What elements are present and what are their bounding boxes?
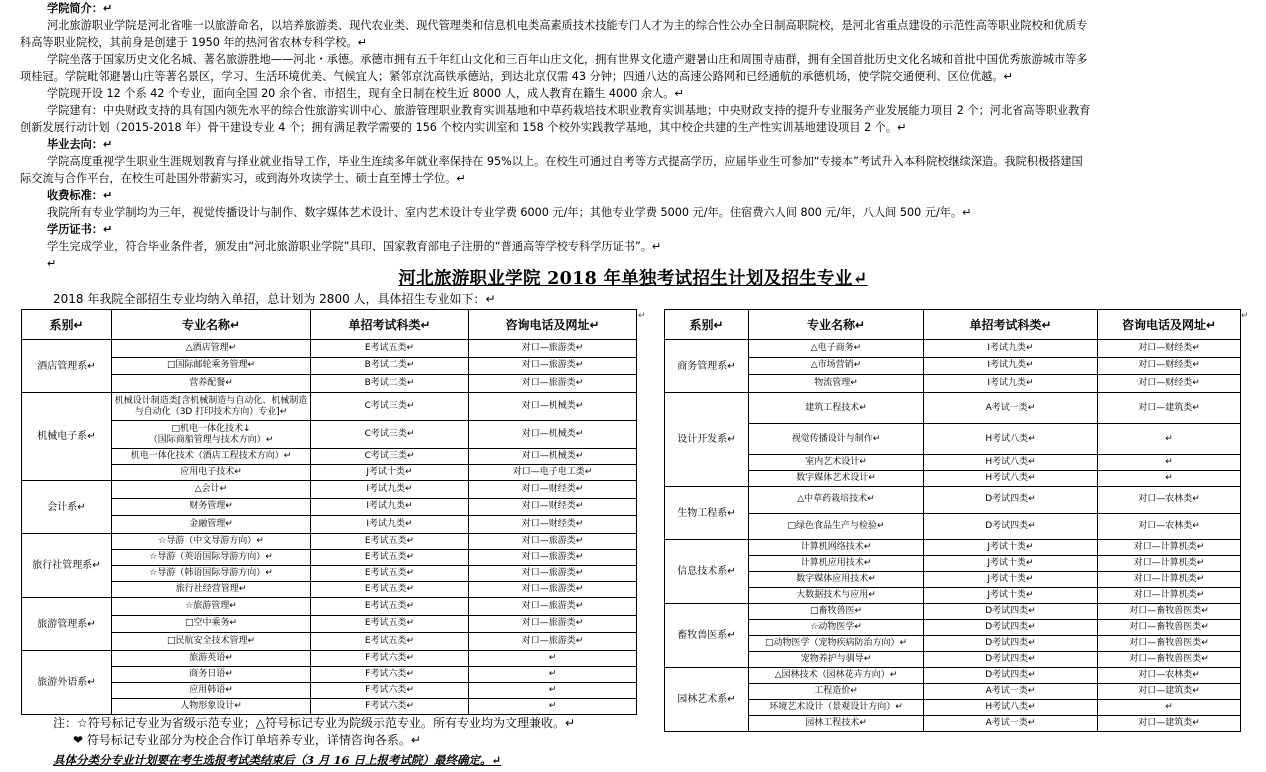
intro-section [20, 0, 1246, 272]
vocational-category-cell: ↵ [469, 651, 637, 667]
exam-category-cell: J考试十类↵ [311, 465, 469, 481]
vocational-category-cell: 对口—旅游类↵ [469, 375, 637, 393]
exam-category-cell: I考试九类↵ [924, 340, 1098, 358]
major-cell: 宠物养护与驯导↵ [749, 652, 924, 668]
major-cell: △市场营销↵ [749, 357, 924, 375]
header-exam-category: 单招考试科类↵ [311, 310, 469, 340]
major-cell: 人物形象设计↵ [112, 699, 311, 715]
department-cell: 生物工程系↵ [665, 487, 749, 540]
major-cell: 工程造价↵ [749, 684, 924, 700]
major-cell: 园林工程技术↵ [749, 716, 924, 732]
major-cell: △中草药栽培技术↵ [749, 487, 924, 514]
intro-paragraph: 我院所有专业学制均为三年，视觉传播设计与制作、数字媒体艺术设计、室内艺术设计专业学费 6000 元/年；其他专业学费 5000 元/年。住宿费六人间 800 元/年，八人间 500 元/年。↵ [47, 206, 972, 219]
vocational-category-cell: 对口—旅游类↵ [469, 566, 637, 582]
major-cell: 机械设计制造类[含机械制造与自动化、机械制造与自动化（3D 打印技术方向）专业]↵ [112, 393, 311, 421]
vocational-category-cell: 对口—旅游类↵ [469, 615, 637, 633]
vocational-category-cell: 对口—机械类↵ [469, 393, 637, 421]
major-cell: 环境艺术设计（景观设计方向）↵ [749, 700, 924, 716]
section-heading: 收费标准：↵ [47, 189, 113, 202]
table-row [665, 620, 1241, 636]
department-cell: 酒店管理系↵ [22, 340, 112, 393]
table-row [665, 357, 1241, 375]
header-exam-category: 单招考试科类↵ [924, 310, 1098, 340]
table-row [665, 684, 1241, 700]
table-row [665, 340, 1241, 358]
table-row [665, 455, 1241, 471]
section-heading: 学历证书：↵ [47, 223, 113, 236]
vocational-category-cell: 对口—计算机类↵ [1098, 540, 1241, 556]
major-cell: 财务管理↵ [112, 498, 311, 516]
exam-category-cell: D考试四类↵ [924, 652, 1098, 668]
exam-category-cell: E考试五类↵ [311, 615, 469, 633]
exam-category-cell: A考试一类↵ [924, 393, 1098, 424]
exam-category-cell: D考试四类↵ [924, 513, 1098, 540]
exam-category-cell: J考试十类↵ [924, 588, 1098, 604]
intro-paragraph: 际交流与合作平台，在校生可赴国外带薪实习，或到海外攻读学士、硕士直至博士学位。↵ [20, 172, 466, 185]
major-cell: 数字媒体艺术设计↵ [749, 471, 924, 487]
intro-paragraph: 学院坐落于国家历史文化名城、著名旅游胜地——河北・承德。承德市拥有五千年红山文化和三百年山庄文化，拥有世界文化遗产避暑山庄和周围寺庙群，拥有全国首批历史文化名城和首批中国优秀旅游城市等多 [47, 53, 1088, 66]
vocational-category-cell: ↵ [1098, 700, 1241, 716]
major-cell: 商务日语↵ [112, 667, 311, 683]
major-cell: ☆导游（英语国际导游方向）↵ [112, 550, 311, 566]
vocational-category-cell: 对口—计算机类↵ [1098, 556, 1241, 572]
vocational-category-cell: 对口—畜牧兽医类↵ [1098, 604, 1241, 620]
table-row [665, 636, 1241, 652]
exam-category-cell: E考试五类↵ [311, 598, 469, 616]
exam-category-cell: F考试六类↵ [311, 683, 469, 699]
major-cell: 数字媒体应用技术↵ [749, 572, 924, 588]
exam-category-cell: H考试八类↵ [924, 424, 1098, 455]
major-cell: 旅行社经营管理↵ [112, 582, 311, 598]
vocational-category-cell: 对口—机械类↵ [469, 449, 637, 465]
vocational-category-cell: 对口—农林类↵ [1098, 513, 1241, 540]
vocational-category-cell: 对口—电子电工类↵ [469, 465, 637, 481]
major-cell: ☆旅游管理↵ [112, 598, 311, 616]
department-cell: 旅游管理系↵ [22, 598, 112, 651]
major-cell: □绿色食品生产与检验↵ [749, 513, 924, 540]
vocational-category-cell: 对口—财经类↵ [469, 481, 637, 499]
department-cell: 机械电子系↵ [22, 393, 112, 481]
note-line: 注：☆符号标记专业为省级示范专业；△符号标记专业为院级示范专业。所有专业均为文理兼收。↵ [53, 716, 576, 730]
vocational-category-cell: 对口—旅游类↵ [469, 550, 637, 566]
notes [53, 715, 575, 749]
major-cell: □动物医学（宠物疾病防治方向）↵ [749, 636, 924, 652]
intro-paragraph: 科高等职业院校，其前身是创建于 1950 年的热河省农林专科学校。↵ [20, 36, 368, 49]
header-department: 系别↵ [665, 310, 749, 340]
table-row [22, 421, 637, 449]
vocational-category-cell: ↵ [469, 683, 637, 699]
table-row [665, 652, 1241, 668]
vocational-category-cell: ↵ [469, 667, 637, 683]
table-row [22, 481, 637, 499]
table-row [665, 540, 1241, 556]
vocational-category-cell: 对口—财经类↵ [469, 516, 637, 534]
major-cell: ☆导游（中文导游方向）↵ [112, 534, 311, 550]
vocational-category-cell: ↵ [469, 699, 637, 715]
exam-category-cell: A考试一类↵ [924, 716, 1098, 732]
vocational-category-cell: 对口—畜牧兽医类↵ [1098, 636, 1241, 652]
major-cell: ☆导游（韩语国际导游方向）↵ [112, 566, 311, 582]
vocational-category-cell: 对口—畜牧兽医类↵ [1098, 652, 1241, 668]
department-cell: 设计开发系↵ [665, 393, 749, 487]
major-cell: □国际邮轮乘务管理↵ [112, 357, 311, 375]
intro-paragraph: 创新发展行动计划（2015-2018 年）骨干建设专业 4 个；拥有满足教学需要的 156 个校内实训室和 158 个校外实践教学基地，其中校企共建的生产性实训基地建设项目 2 个。↵ [20, 121, 907, 134]
exam-category-cell: E考试五类↵ [311, 633, 469, 651]
vocational-category-cell: 对口—财经类↵ [1098, 340, 1241, 358]
table-row [22, 566, 637, 582]
exam-category-cell: J考试十类↵ [924, 540, 1098, 556]
exam-category-cell: C考试三类↵ [311, 449, 469, 465]
vocational-category-cell: ↵ [1098, 471, 1241, 487]
table-row [665, 716, 1241, 732]
table-row [22, 633, 637, 651]
major-cell: ☆动物医学↵ [749, 620, 924, 636]
vocational-category-cell: ↵ [1098, 424, 1241, 455]
table-row [665, 556, 1241, 572]
major-cell: 营养配餐↵ [112, 375, 311, 393]
table-row [22, 534, 637, 550]
exam-category-cell: F考试六类↵ [311, 651, 469, 667]
vocational-category-cell: 对口—建筑类↵ [1098, 684, 1241, 700]
exam-category-cell: C考试三类↵ [311, 421, 469, 449]
exam-category-cell: I考试九类↵ [924, 357, 1098, 375]
table-row [22, 340, 637, 358]
table-row [22, 598, 637, 616]
major-cell: □空中乘务↵ [112, 615, 311, 633]
right-admissions-table [664, 309, 1241, 732]
vocational-category-cell: 对口—计算机类↵ [1098, 588, 1241, 604]
table-row [22, 683, 637, 699]
vocational-category-cell: 对口—财经类↵ [1098, 357, 1241, 375]
table-row [665, 393, 1241, 424]
major-cell: 物流管理↵ [749, 375, 924, 393]
exam-category-cell: H考试八类↵ [924, 471, 1098, 487]
table-row [22, 699, 637, 715]
intro-paragraph: 学生完成学业，符合毕业条件者，颁发由“河北旅游职业学院”具印、国家教育部电子注册的“普通高等学校专科学历证书”。↵ [47, 240, 662, 253]
table-row [22, 498, 637, 516]
major-cell: 室内艺术设计↵ [749, 455, 924, 471]
major-cell: □民航安全技术管理↵ [112, 633, 311, 651]
exam-category-cell: I考试九类↵ [924, 375, 1098, 393]
exam-category-cell: J考试十类↵ [924, 556, 1098, 572]
table-row [22, 357, 637, 375]
vocational-category-cell: 对口—旅游类↵ [469, 598, 637, 616]
exam-category-cell: B考试二类↵ [311, 357, 469, 375]
major-cell: 机电一体化技术（酒店工程技术方向）↵ [112, 449, 311, 465]
exam-category-cell: J考试十类↵ [924, 572, 1098, 588]
department-cell: 商务管理系↵ [665, 340, 749, 393]
header-major: 专业名称↵ [112, 310, 311, 340]
table-row [22, 449, 637, 465]
department-cell: 会计系↵ [22, 481, 112, 534]
table-row [665, 471, 1241, 487]
department-cell: 信息技术系↵ [665, 540, 749, 604]
header-contact: 咨询电话及网址↵ [1098, 310, 1241, 340]
table-row [22, 667, 637, 683]
intro-paragraph: 学院高度重视学生职业生涯规划教育与择业就业指导工作，毕业生连续多年就业率保持在 95%以上。在校生可通过自考等方式提高学历，应届毕业生可参加“专接本”考试升入本科院校继续深造。我院积极搭建国 [47, 155, 1083, 168]
exam-category-cell: I考试九类↵ [311, 498, 469, 516]
intro-paragraph: 项桂冠。学院毗邻避暑山庄等著名景区，学习、生活环境优美、气候宜人；紧邻京沈高铁承德站，到达北京仅需 43 分钟；四通八达的高速公路网和已经通航的承德机场，使学院交通便利、区位优越。↵ [20, 70, 1013, 83]
table-row [665, 700, 1241, 716]
major-cell: □机电一体化技术↓ （国际商船管理与技术方向）↵ [112, 421, 311, 449]
exam-category-cell: C考试三类↵ [311, 393, 469, 421]
major-cell: 旅游英语↵ [112, 651, 311, 667]
vocational-category-cell: 对口—财经类↵ [1098, 375, 1241, 393]
table-row [22, 550, 637, 566]
exam-category-cell: E考试五类↵ [311, 534, 469, 550]
intro-paragraph: 学院现开设 12 个系 42 个专业，面向全国 20 余个省、市招生，现有全日制在校生近 8000 人，成人教育在籍生 4000 余人。↵ [47, 87, 684, 100]
section-heading: 学院简介：↵ [47, 2, 113, 15]
left-admissions-table [21, 309, 637, 715]
table-row [665, 424, 1241, 455]
vocational-category-cell: 对口—建筑类↵ [1098, 393, 1241, 424]
exam-category-cell: F考试六类↵ [311, 699, 469, 715]
department-cell: 园林艺术系↵ [665, 668, 749, 732]
exam-category-cell: D考试四类↵ [924, 636, 1098, 652]
table-row [22, 465, 637, 481]
table-row [665, 604, 1241, 620]
department-cell: 旅行社管理系↵ [22, 534, 112, 598]
major-cell: 应用韩语↵ [112, 683, 311, 699]
page-title: 河北旅游职业学院 2018 年单独考试招生计划及招生专业↵ [398, 269, 868, 289]
header-major: 专业名称↵ [749, 310, 924, 340]
vocational-category-cell: 对口—机械类↵ [469, 421, 637, 449]
header-contact: 咨询电话及网址↵ [469, 310, 637, 340]
vocational-category-cell: 对口—旅游类↵ [469, 357, 637, 375]
exam-category-cell: E考试五类↵ [311, 582, 469, 598]
major-cell: △电子商务↵ [749, 340, 924, 358]
vocational-category-cell: 对口—农林类↵ [1098, 487, 1241, 514]
table-row [665, 588, 1241, 604]
final-note: 具体分类分专业计划要在考生选报考试类结束后（3 月 16 日上报考试院）最终确定。↵ [53, 753, 502, 767]
paragraph-mark: ↵ [638, 311, 646, 321]
major-cell: 计算机应用技术↵ [749, 556, 924, 572]
exam-category-cell: H考试八类↵ [924, 700, 1098, 716]
note-line: ❤ 符号标记专业部分为校企合作订单培养专业，详情咨询各系。↵ [73, 733, 421, 747]
table-row [665, 375, 1241, 393]
exam-category-cell: E考试五类↵ [311, 566, 469, 582]
major-cell: 建筑工程技术↵ [749, 393, 924, 424]
exam-category-cell: D考试四类↵ [924, 604, 1098, 620]
vocational-category-cell: 对口—计算机类↵ [1098, 572, 1241, 588]
header-department: 系别↵ [22, 310, 112, 340]
vocational-category-cell: 对口—旅游类↵ [469, 534, 637, 550]
table-row [22, 375, 637, 393]
exam-category-cell: D考试四类↵ [924, 620, 1098, 636]
major-cell: 计算机网络技术↵ [749, 540, 924, 556]
table-row [665, 487, 1241, 514]
exam-category-cell: A考试一类↵ [924, 684, 1098, 700]
subtitle: 2018 年我院全部招生专业均纳入单招，总计划为 2800 人，具体招生专业如下：↵ [53, 292, 496, 306]
vocational-category-cell: 对口—畜牧兽医类↵ [1098, 620, 1241, 636]
table-row [22, 393, 637, 421]
table-row [665, 572, 1241, 588]
paragraph-mark: ↵ [1241, 311, 1249, 321]
table-row [22, 516, 637, 534]
vocational-category-cell: ↵ [1098, 455, 1241, 471]
major-cell: □畜牧兽医↵ [749, 604, 924, 620]
exam-category-cell: I考试九类↵ [311, 481, 469, 499]
exam-category-cell: H考试八类↵ [924, 455, 1098, 471]
vocational-category-cell: 对口—旅游类↵ [469, 340, 637, 358]
exam-category-cell: B考试二类↵ [311, 375, 469, 393]
exam-category-cell: I考试九类↵ [311, 516, 469, 534]
department-cell: 旅游外语系↵ [22, 651, 112, 715]
major-cell: 应用电子技术↵ [112, 465, 311, 481]
vocational-category-cell: 对口—农林类↵ [1098, 668, 1241, 684]
exam-category-cell: D考试四类↵ [924, 487, 1098, 514]
intro-paragraph: ↵ [47, 257, 57, 270]
major-cell: 大数据技术与应用↵ [749, 588, 924, 604]
major-cell: △园林技术（园林花卉方向）↵ [749, 668, 924, 684]
vocational-category-cell: 对口—建筑类↵ [1098, 716, 1241, 732]
vocational-category-cell: 对口—旅游类↵ [469, 633, 637, 651]
intro-paragraph: 河北旅游职业学院是河北省唯一以旅游命名，以培养旅游类、现代农业类、现代管理类和信息机电类高素质技术技能专门人才为主的综合性公办全日制高职院校，是河北省重点建设的示范性高等职业院校和优质专 [47, 19, 1088, 32]
table-row [22, 651, 637, 667]
exam-category-cell: E考试五类↵ [311, 340, 469, 358]
section-heading: 毕业去向：↵ [47, 138, 113, 151]
table-row [665, 513, 1241, 540]
vocational-category-cell: 对口—财经类↵ [469, 498, 637, 516]
major-cell: 金融管理↵ [112, 516, 311, 534]
major-cell: △酒店管理↵ [112, 340, 311, 358]
table-row [22, 615, 637, 633]
intro-paragraph: 学院建有：中央财政支持的具有国内领先水平的综合性旅游实训中心、旅游管理职业教育实训基地和中草药栽培技术职业教育实训基地；中央财政支持的提升专业服务产业发展能力项目 2 个；河北省高等职业教育 [47, 104, 1091, 117]
exam-category-cell: D考试四类↵ [924, 668, 1098, 684]
major-cell: 视觉传播设计与制作↵ [749, 424, 924, 455]
table-row [22, 582, 637, 598]
exam-category-cell: F考试六类↵ [311, 667, 469, 683]
major-cell: △会计↵ [112, 481, 311, 499]
department-cell: 畜牧兽医系↵ [665, 604, 749, 668]
table-row [665, 668, 1241, 684]
vocational-category-cell: 对口—旅游类↵ [469, 582, 637, 598]
exam-category-cell: E考试五类↵ [311, 550, 469, 566]
